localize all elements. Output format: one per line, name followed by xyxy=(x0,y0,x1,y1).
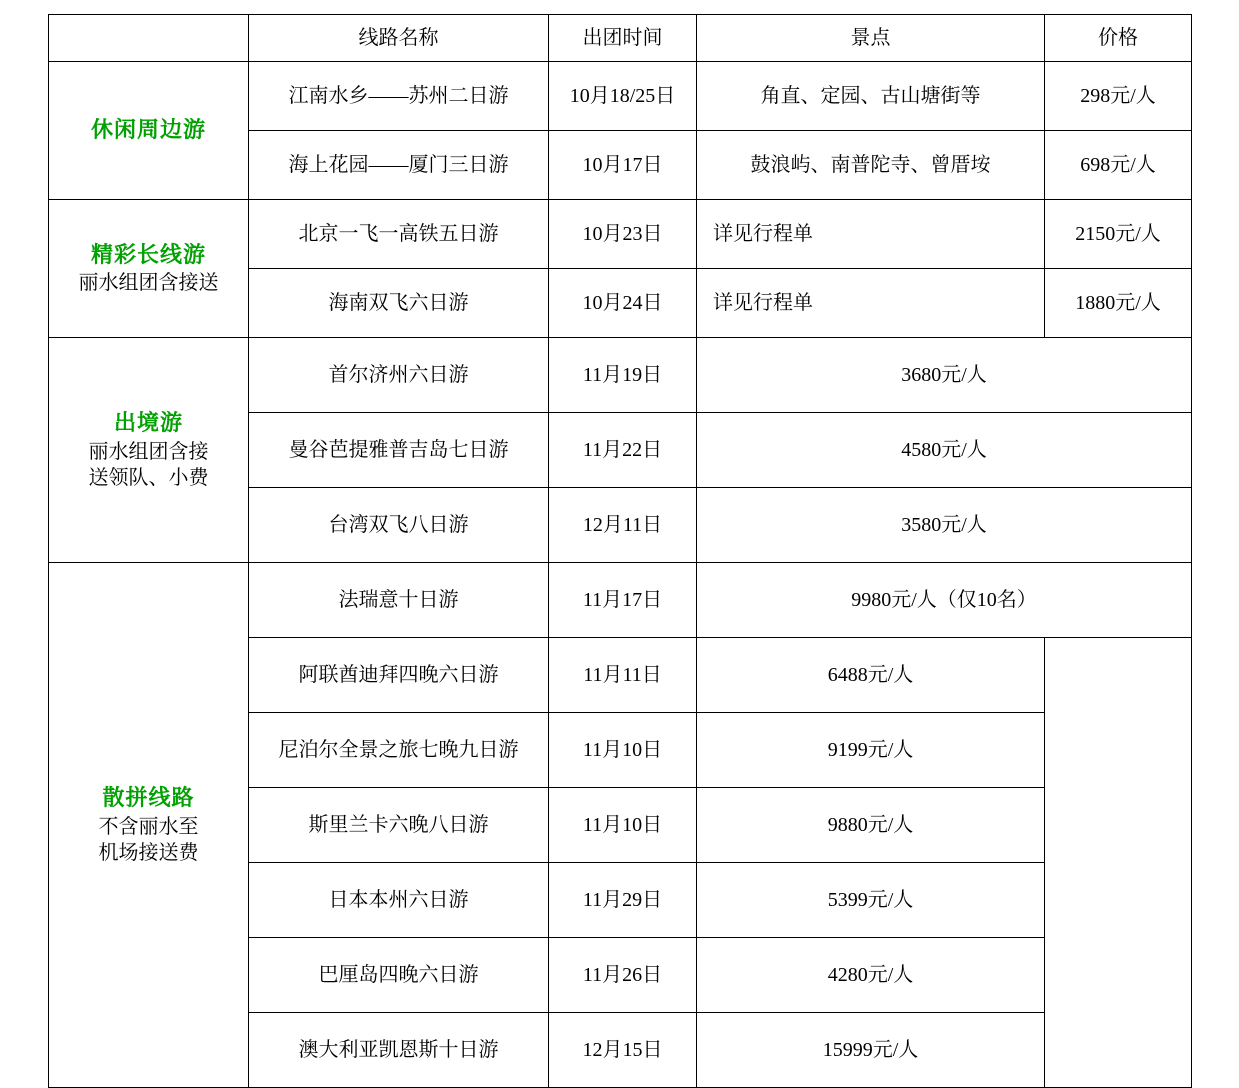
price: 3580元/人 xyxy=(697,488,1192,563)
header-route-name: 线路名称 xyxy=(249,15,549,62)
price: 298元/人 xyxy=(1045,62,1192,131)
route-name: 江南水乡——苏州二日游 xyxy=(249,62,549,131)
departure-date: 11月26日 xyxy=(549,938,697,1013)
table-row xyxy=(49,62,1192,131)
price: 3680元/人 xyxy=(697,338,1192,413)
route-name: 首尔济州六日游 xyxy=(249,338,549,413)
category-cell-leisure xyxy=(49,62,249,200)
price: 6488元/人 xyxy=(697,638,1045,713)
route-name: 日本本州六日游 xyxy=(249,863,549,938)
header-departure: 出团时间 xyxy=(549,15,697,62)
header-category xyxy=(49,15,249,62)
departure-date: 11月22日 xyxy=(549,413,697,488)
price: 1880元/人 xyxy=(1045,269,1192,338)
route-name: 阿联酋迪拜四晚六日游 xyxy=(249,638,549,713)
departure-date: 11月10日 xyxy=(549,788,697,863)
empty-cell xyxy=(1045,638,1192,1088)
table-row xyxy=(49,338,1192,413)
departure-date: 12月11日 xyxy=(549,488,697,563)
spots: 详见行程单 xyxy=(697,200,1045,269)
departure-date: 10月18/25日 xyxy=(549,62,697,131)
price: 15999元/人 xyxy=(697,1013,1045,1088)
category-cell-sanpin xyxy=(49,563,249,1088)
price: 9880元/人 xyxy=(697,788,1045,863)
departure-date: 10月23日 xyxy=(549,200,697,269)
price: 9199元/人 xyxy=(697,713,1045,788)
spots: 鼓浪屿、南普陀寺、曾厝垵 xyxy=(697,131,1045,200)
price: 4580元/人 xyxy=(697,413,1192,488)
route-name: 海上花园——厦门三日游 xyxy=(249,131,549,200)
category-title: 休闲周边游 xyxy=(90,116,206,142)
tour-table xyxy=(48,14,1192,1088)
departure-date: 11月29日 xyxy=(549,863,697,938)
spots: 角直、定园、古山塘街等 xyxy=(697,62,1045,131)
category-subtitle: 丽水组团含接送 xyxy=(78,272,219,295)
departure-date: 10月17日 xyxy=(549,131,697,200)
tour-price-sheet xyxy=(48,14,1191,1088)
price: 2150元/人 xyxy=(1045,200,1192,269)
table-row xyxy=(49,563,1192,638)
table-header-row xyxy=(49,15,1192,62)
departure-date: 11月10日 xyxy=(549,713,697,788)
category-cell-longline xyxy=(49,200,249,338)
category-title: 散拼线路 xyxy=(102,785,195,811)
route-name: 曼谷芭提雅普吉岛七日游 xyxy=(249,413,549,488)
departure-date: 11月19日 xyxy=(549,338,697,413)
route-name: 斯里兰卡六晚八日游 xyxy=(249,788,549,863)
route-name: 尼泊尔全景之旅七晚九日游 xyxy=(249,713,549,788)
departure-date: 12月15日 xyxy=(549,1013,697,1088)
price: 9980元/人（仅10名） xyxy=(697,563,1192,638)
route-name: 澳大利亚凯恩斯十日游 xyxy=(249,1013,549,1088)
spots: 详见行程单 xyxy=(697,269,1045,338)
table-row xyxy=(49,200,1192,269)
route-name: 海南双飞六日游 xyxy=(249,269,549,338)
route-name: 台湾双飞八日游 xyxy=(249,488,549,563)
category-subtitle: 丽水组团含接 送领队、小费 xyxy=(88,440,209,489)
route-name: 巴厘岛四晚六日游 xyxy=(249,938,549,1013)
price: 698元/人 xyxy=(1045,131,1192,200)
route-name: 北京一飞一高铁五日游 xyxy=(249,200,549,269)
category-subtitle: 不含丽水至 机场接送费 xyxy=(98,815,199,864)
departure-date: 10月24日 xyxy=(549,269,697,338)
price: 5399元/人 xyxy=(697,863,1045,938)
header-spots: 景点 xyxy=(697,15,1045,62)
departure-date: 11月17日 xyxy=(549,563,697,638)
category-cell-outbound xyxy=(49,338,249,563)
header-price: 价格 xyxy=(1045,15,1192,62)
category-title: 出境游 xyxy=(113,410,183,436)
departure-date: 11月11日 xyxy=(549,638,697,713)
price: 4280元/人 xyxy=(697,938,1045,1013)
category-title: 精彩长线游 xyxy=(90,241,206,267)
route-name: 法瑞意十日游 xyxy=(249,563,549,638)
